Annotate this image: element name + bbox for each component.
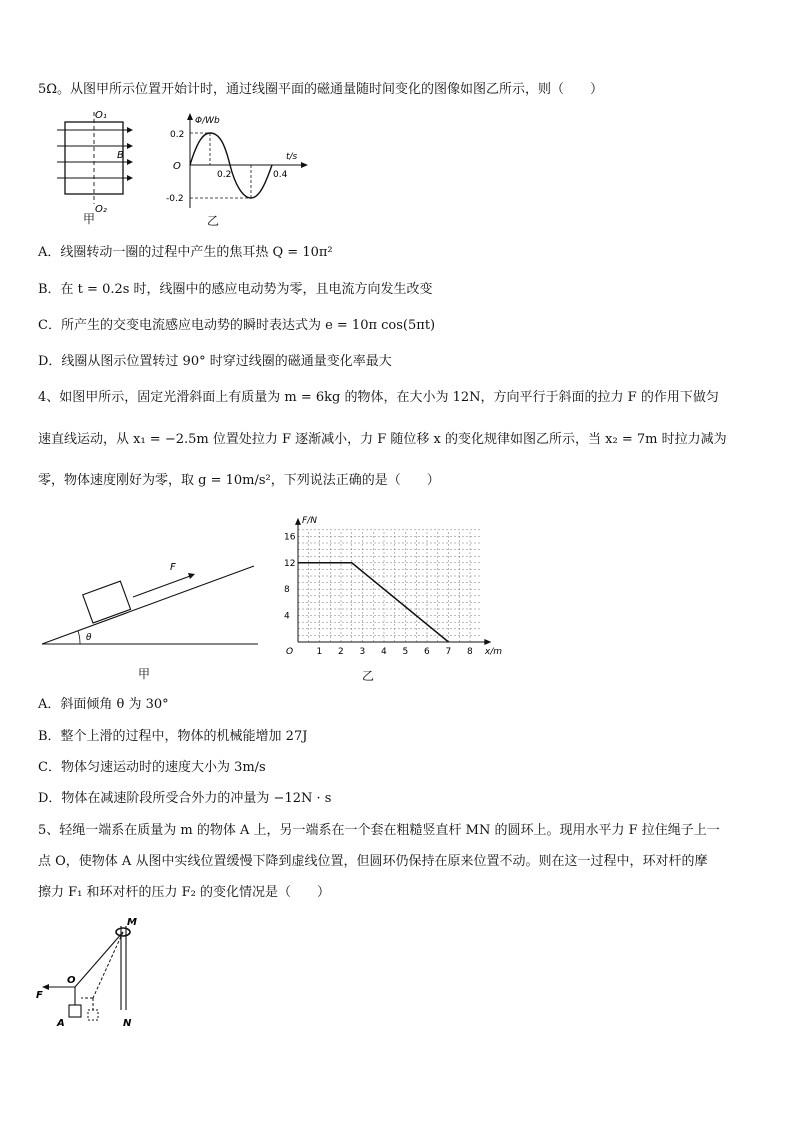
x-tick-label: 3 <box>359 647 366 657</box>
fig-jia-caption-1: 甲 <box>83 212 96 226</box>
incline-figure <box>38 560 263 650</box>
o2-label: O₂ <box>95 204 107 215</box>
flux-x1: 0.2 <box>217 170 232 180</box>
option-a: A．线圈转动一圈的过程中产生的焦耳热 Q = 10π² <box>38 245 333 260</box>
option-c-2: C．物体匀速运动时的速度大小为 3m/s <box>38 760 266 775</box>
x-tick-label: 8 <box>467 647 473 657</box>
x-tick-label: 5 <box>402 647 409 657</box>
o1-label: O₁ <box>95 110 107 121</box>
question-5b-stem-3: 擦力 F₁ 和环对杆的压力 F₂ 的变化情况是（ ） <box>38 885 330 900</box>
fig-yi-caption-1: 乙 <box>207 214 220 228</box>
x-tick-label: 1 <box>316 647 323 657</box>
origin-label: O <box>286 647 294 657</box>
y-axis-label: F/N <box>302 515 317 526</box>
flux-xlabel: t/s <box>286 152 298 162</box>
option-d: D．线圈从图示位置转过 90° 时穿过线圈的磁通量变化率最大 <box>38 354 392 369</box>
o-label: O <box>67 975 76 986</box>
question-5b-stem-1: 5、轻绳一端系在质量为 m 的物体 A 上，另一端系在一个套在粗糙竖直杆 MN 的圆环上。现用水平力 F 拉住绳子上一 <box>38 823 720 838</box>
force-f-label: F <box>170 562 176 573</box>
fig-yi-caption-2: 乙 <box>362 669 375 683</box>
force-series-line <box>298 563 449 642</box>
b-label: B <box>117 150 124 161</box>
rope-ring-figure <box>35 912 145 1032</box>
question-4-stem-1: 4、如图甲所示，固定光滑斜面上有质量为 m = 6kg 的物体，在大小为 12N，方向平行于斜面的拉力 F 的作用下做匀 <box>38 390 719 405</box>
flux-y-pos: 0.2 <box>170 130 185 140</box>
option-d-2: D．物体在减速阶段所受合外力的冲量为 −12N · s <box>38 791 332 806</box>
y-tick-label: 8 <box>284 585 290 596</box>
f-label: F <box>36 990 43 1001</box>
m-label: M <box>127 917 137 928</box>
option-b-2: B．整个上滑的过程中，物体的机械能增加 27J <box>38 729 308 744</box>
n-label: N <box>123 1018 132 1029</box>
x-tick-label: 7 <box>445 647 452 657</box>
fig-jia-caption-2: 甲 <box>138 667 151 681</box>
question-5a-stem: 5Ω。从图甲所示位置开始计时，通过线圈平面的磁通量随时间变化的图像如图乙所示，则（ ） <box>38 82 604 97</box>
question-5b-stem-2: 点 O，使物体 A 从图中实线位置缓慢下降到虚线位置，但圆环仍保持在原来位置不动。则在这一过程中，环对杆的摩 <box>38 854 708 869</box>
y-tick-label: 16 <box>284 532 296 543</box>
option-c: C．所产生的交变电流感应电动势的瞬时表达式为 e = 10π cos(5πt) <box>38 318 436 333</box>
flux-graph <box>165 110 310 212</box>
question-4-stem-2: 速直线运动，从 x₁ = −2.5m 位置处拉力 F 逐渐减小，力 F 随位移 x 的变化规律如图乙所示，当 x₂ = 7m 时拉力减为 <box>38 432 727 447</box>
question-4-stem-3: 零，物体速度刚好为零，取 g = 10m/s²，下列说法正确的是（ ） <box>38 473 440 488</box>
option-b: B．在 t = 0.2s 时，线圈中的感应电动势为零，且电流方向发生改变 <box>38 282 433 297</box>
x-tick-label: 4 <box>381 647 387 657</box>
x-axis-label: x/m <box>484 647 503 657</box>
x-tick-label: 6 <box>424 647 430 657</box>
flux-y-neg: -0.2 <box>166 194 184 204</box>
option-a-2: A．斜面倾角 θ 为 30° <box>38 697 169 712</box>
y-tick-label: 12 <box>284 558 296 569</box>
y-tick-label: 4 <box>284 611 290 622</box>
flux-x2: 0.4 <box>273 170 288 180</box>
angle-theta-label: θ <box>86 633 92 643</box>
coil-figure <box>55 106 145 218</box>
force-displacement-chart <box>280 510 503 660</box>
y-axis-arrow <box>295 518 301 525</box>
flux-origin: O <box>173 161 181 172</box>
x-tick-label: 2 <box>338 647 344 657</box>
x-axis-arrow <box>484 639 491 645</box>
flux-ylabel: Φ/Wb <box>195 116 220 126</box>
a-label: A <box>57 1018 65 1029</box>
